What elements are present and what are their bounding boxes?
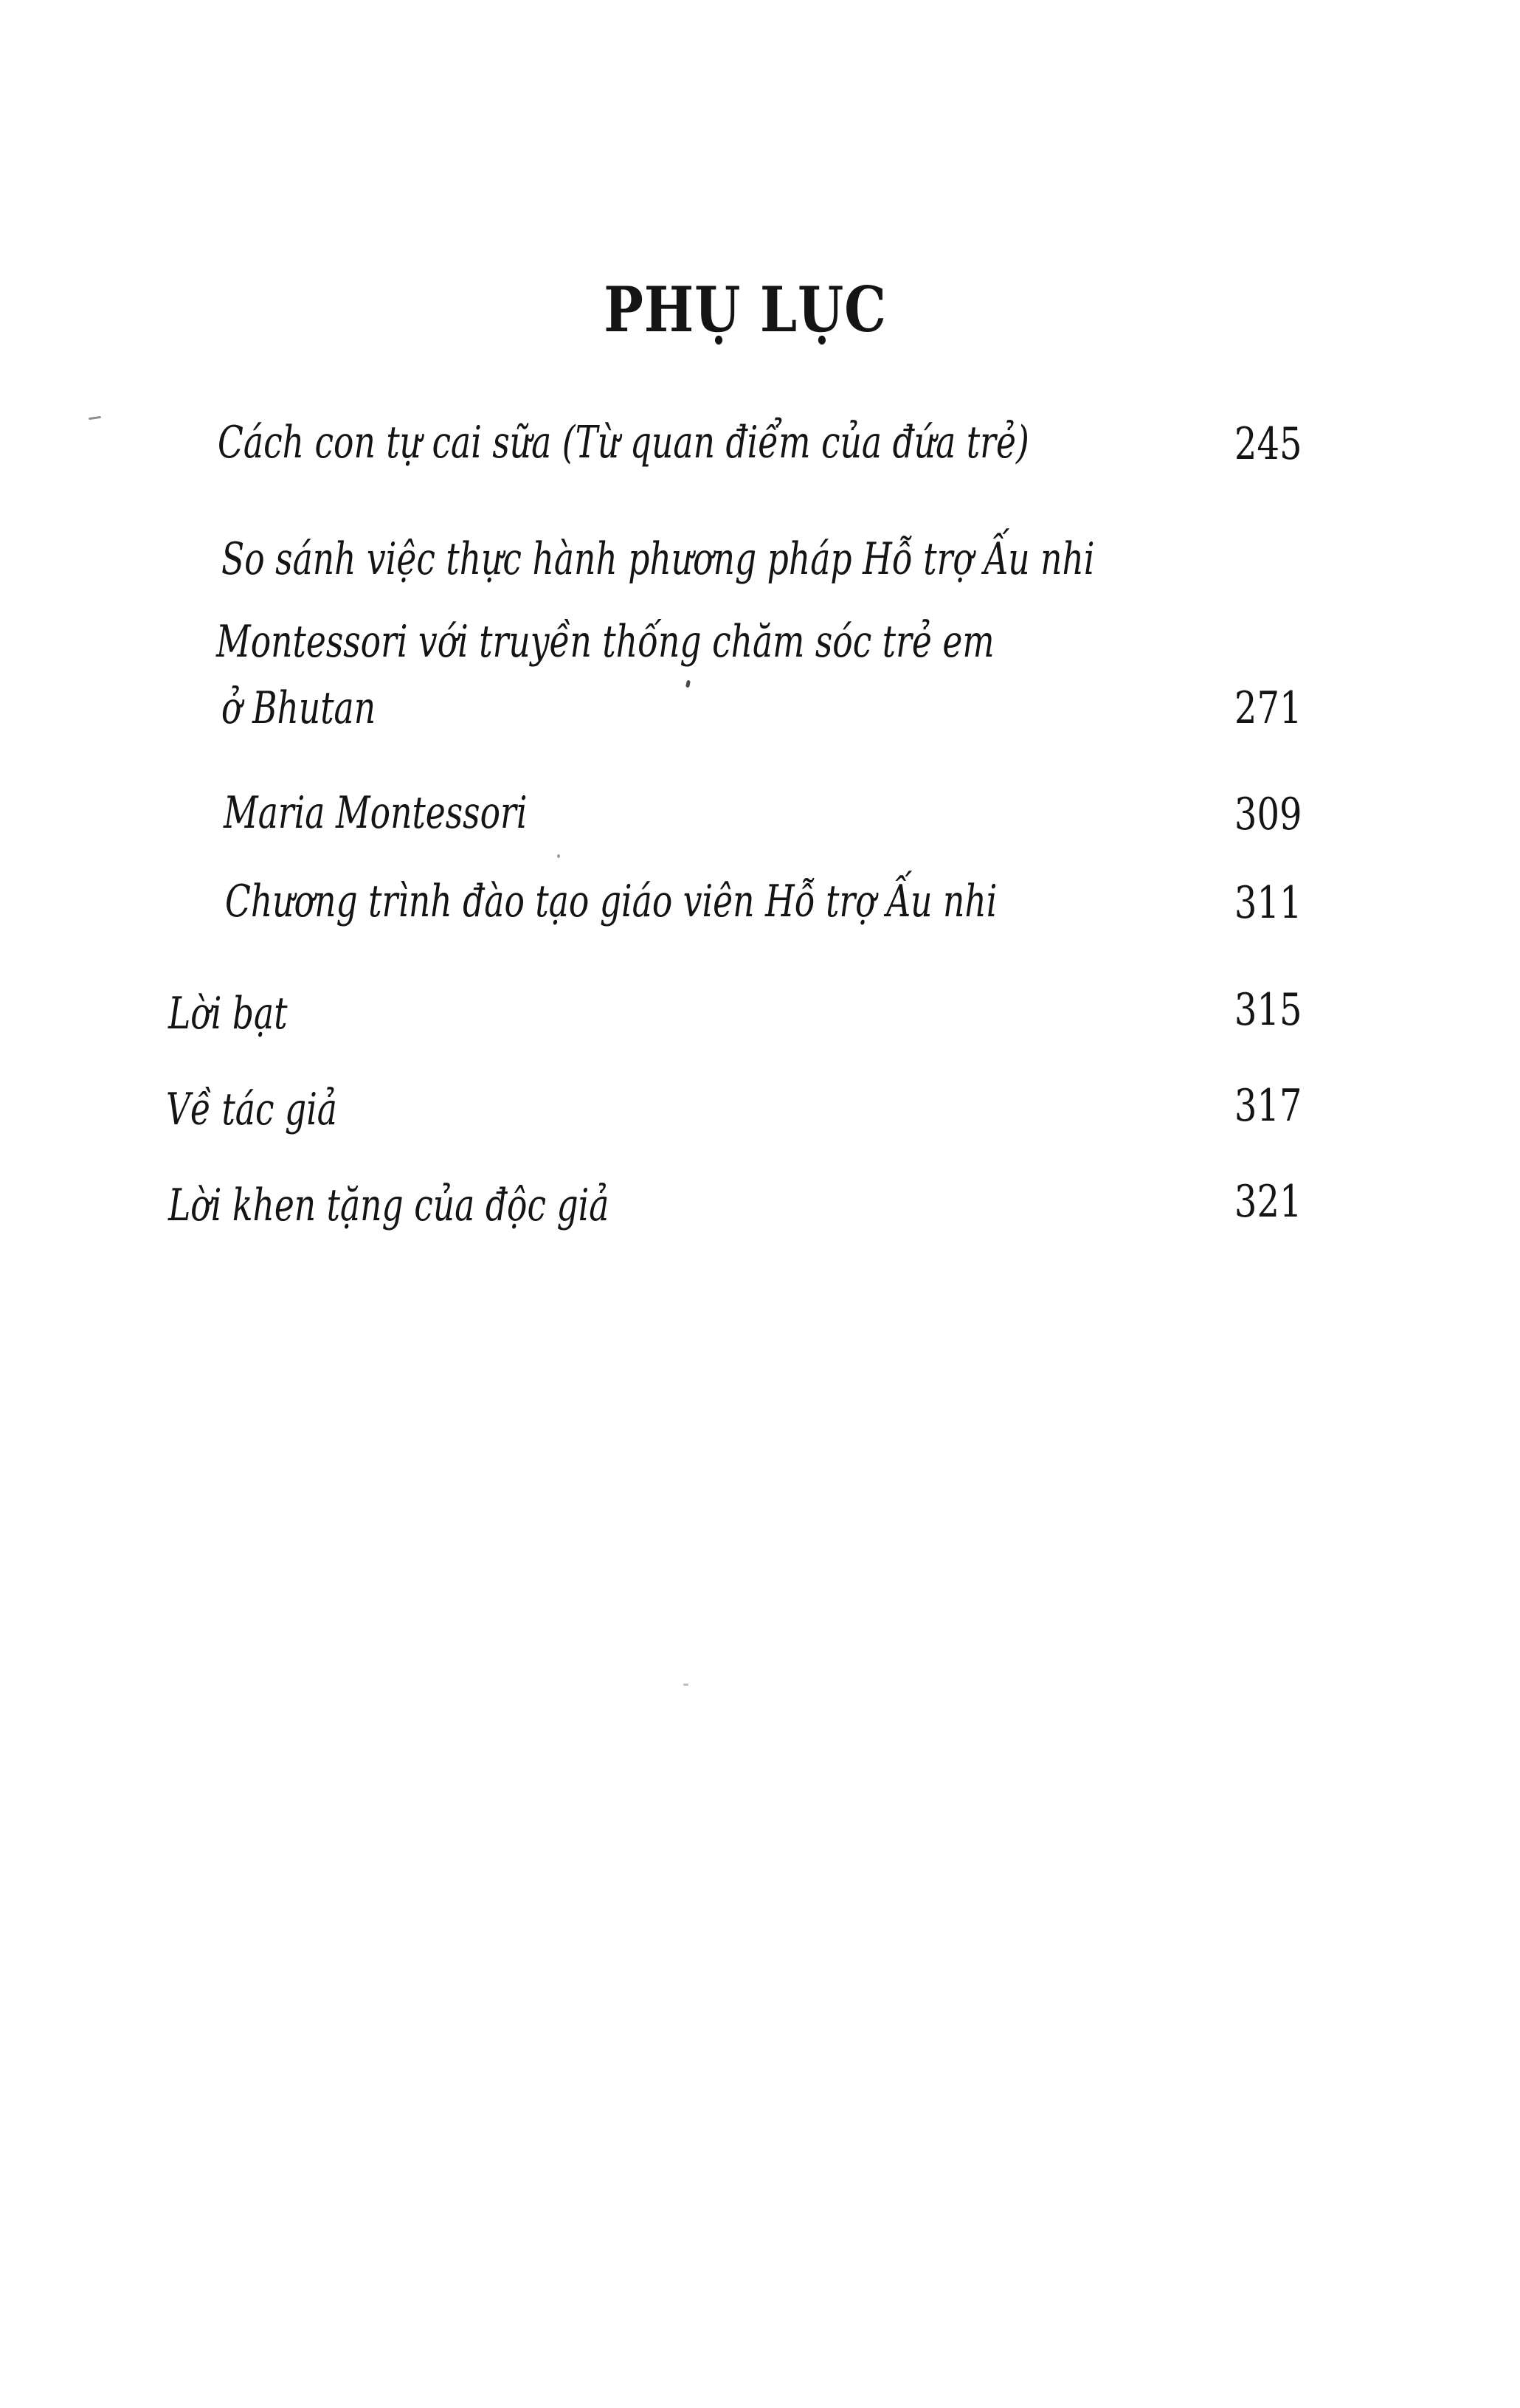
toc-entry-page-number: 321: [1234, 1176, 1302, 1228]
toc-entry-title: Về tác giả: [166, 1084, 337, 1135]
toc-entry-page-number: 245: [1234, 418, 1302, 470]
toc-entry-page-number: 315: [1234, 984, 1302, 1036]
scan-artifact-dash: [89, 416, 101, 420]
toc-entry-page-number: 271: [1234, 682, 1302, 734]
toc-entry-title-continued: ở Bhutan: [221, 682, 376, 734]
scan-artifact-speck: [557, 854, 560, 858]
toc-entry-page-number: 311: [1234, 877, 1302, 929]
toc-entry-page-number: 317: [1234, 1080, 1302, 1132]
toc-entry-title: Cách con tự cai sữa (Từ quan điểm của đứa trẻ): [218, 417, 1029, 468]
toc-entry-title: Chương trình đào tạo giáo viên Hỗ trợ Ấu nhi: [225, 876, 998, 927]
page-title: PHỤ LỤC: [604, 273, 887, 346]
toc-entry-page-number: 309: [1234, 789, 1302, 840]
scan-artifact-tick: [685, 680, 691, 688]
toc-entry-title: Maria Montessori: [224, 787, 528, 839]
scan-artifact-speck: [683, 1684, 688, 1686]
toc-entry-title: So sánh việc thực hành phương pháp Hỗ trợ Ấu nhi: [221, 533, 1095, 585]
toc-entry-title: Lời khen tặng của độc giả: [168, 1180, 609, 1231]
toc-entry-title-continued: Montessori với truyền thống chăm sóc trẻ em: [216, 616, 995, 668]
toc-entry-title: Lời bạt: [168, 988, 288, 1039]
